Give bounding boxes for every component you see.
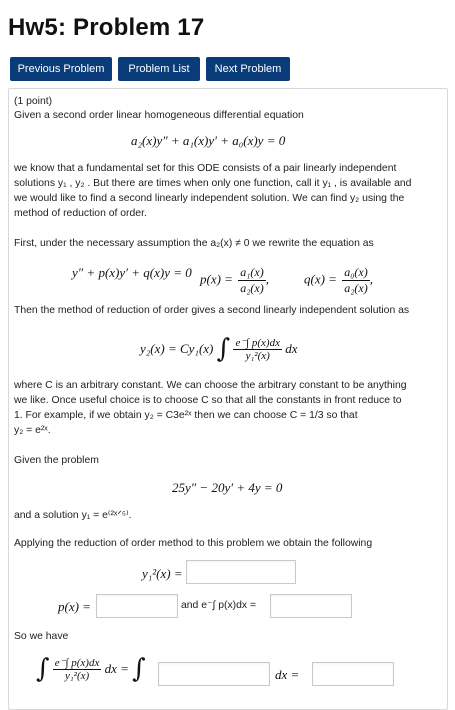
applying-text: Applying the reduction of order method to this problem we obtain the following (14, 538, 373, 549)
paragraph-line: where C is an arbitrary constant. We can choose the arbitrary constant to be anything (14, 380, 407, 391)
p-of-x-answer-input[interactable] (96, 594, 178, 618)
p-fraction (238, 265, 266, 296)
integrand-answer-input[interactable] (158, 662, 270, 686)
y2-formula (140, 334, 298, 364)
paragraph-line: 1. For example, if we obtain y₂ = C3e²ˣ then we can choose C = 1/3 so that (14, 410, 358, 421)
integral-sign: ∫ (132, 654, 146, 684)
given-label: Given the problem (14, 455, 99, 466)
dx-equals-label: dx = (275, 667, 300, 682)
paragraph-line: we would like to find a second linearly independent solution. We can find y₂ using the (14, 193, 405, 204)
integral-sign: ∫ (36, 654, 50, 684)
paragraph-line: we like. Once useful choice is to choose C so that all the constants in front reduce to (14, 395, 402, 406)
exp-integral-label: and e⁻∫ p(x)dx = (181, 600, 257, 611)
paragraph-line: method of reduction of order. (14, 208, 147, 219)
y2-lhs: y₂(x) = Cy₁(x) (140, 341, 214, 356)
y2-denominator: y₁²(x) (245, 350, 270, 362)
y2-dx: dx (285, 341, 298, 356)
integral-numerator: e⁻∫ p(x)dx (54, 657, 100, 669)
integral-dx-equals: dx = (104, 661, 129, 676)
q-definition (304, 265, 373, 296)
paragraph-line: First, under the necessary assumption the a₂(x) ≠ 0 we rewrite the equation as (14, 238, 374, 249)
q-denominator: a₂(x) (344, 281, 368, 295)
main-equation: a₂(x)y″ + a₁(x)y′ + a₀(x)y = 0 (131, 133, 286, 148)
integral-expression (36, 654, 146, 684)
paragraph-line: y₂ = e²ˣ. (14, 425, 51, 436)
comma: , (265, 271, 269, 287)
paragraph-line: Then the method of reduction of order gives a second linearly independent solution as (14, 305, 410, 316)
page-title: Hw5: Problem 17 (8, 14, 205, 41)
integral-sign: ∫ (216, 334, 231, 364)
integral-result-answer-input[interactable] (312, 662, 394, 686)
comma: , (369, 271, 373, 287)
intro-text: Given a second order linear homogeneous differential equation (14, 110, 304, 121)
q-numerator: a₀(x) (344, 265, 368, 279)
paragraph-line: solutions y₁ , y₂ . But there are times when only one function, call it y₁ , is available and (14, 178, 412, 189)
exp-integral-answer-input[interactable] (270, 594, 352, 618)
problem-equation: 25y″ − 20y′ + 4y = 0 (172, 480, 283, 495)
p-of-x-label: p(x) = (58, 599, 91, 614)
y1-squared-answer-input[interactable] (186, 560, 296, 584)
p-numerator: a₁(x) (240, 265, 264, 279)
y2-fraction (233, 336, 282, 362)
p-denominator: a₂(x) (240, 281, 264, 295)
integral-denominator: y₁²(x) (64, 670, 90, 682)
y1-squared-label: y₁²(x) = (142, 566, 183, 581)
previous-problem-button[interactable]: Previous Problem (10, 57, 112, 81)
y2-numerator: e⁻∫ p(x)dx (235, 337, 280, 349)
p-definition (200, 265, 269, 296)
p-label: p(x) = (200, 271, 233, 287)
integral-fraction (53, 656, 102, 682)
next-problem-button[interactable]: Next Problem (206, 57, 290, 81)
points-label: (1 point) (14, 96, 53, 107)
q-fraction (342, 265, 370, 296)
rewritten-equation: y″ + p(x)y′ + q(x)y = 0 (72, 265, 192, 280)
q-label: q(x) = (304, 271, 337, 287)
problem-list-button[interactable]: Problem List (118, 57, 200, 81)
so-we-have-label: So we have (14, 631, 69, 642)
paragraph-line: we know that a fundamental set for this ODE consists of a pair linearly independent (14, 163, 397, 174)
solution-text: and a solution y₁ = e⁽²ˣᐟ⁵⁾. (14, 510, 132, 521)
